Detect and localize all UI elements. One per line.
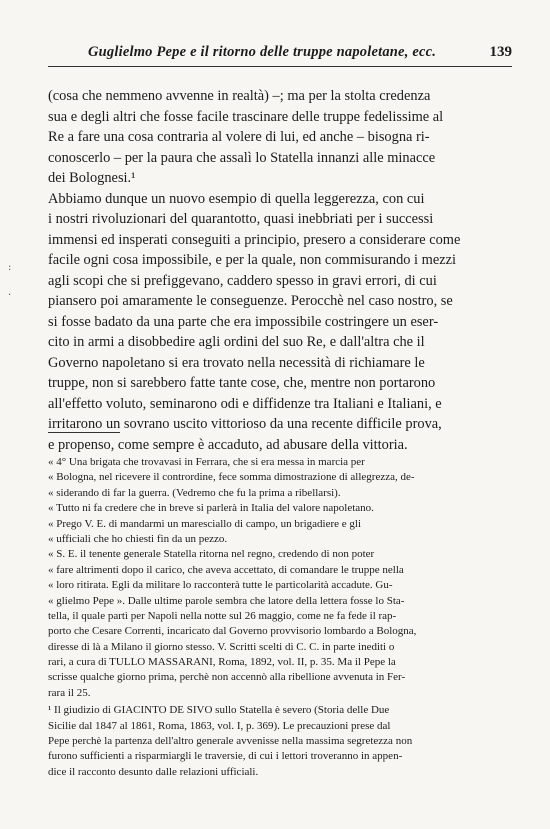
text-line: si fosse badato da una parte che era impossibile costringere un eser- <box>48 313 439 330</box>
footnote-line: porto che Cesare Correnti, incaricato dal Governo provvisorio lombardo a Bologna, <box>48 625 417 638</box>
footnote-line: dice il racconto desunto dalle relazioni ufficiali. <box>48 765 259 778</box>
text-line: e propenso, come sempre è accaduto, ad abusare della vittoria. <box>48 436 408 453</box>
footnote-line: ¹ Il giudizio di GIACINTO DE SIVO sullo Statella è severo (Storia delle Due <box>48 704 390 717</box>
footnote-line: « 4° Una brigata che trovavasi in Ferrara, che si era messa in marcia per <box>48 456 365 468</box>
footnote-line: « glielmo Pepe ». Dalle ultime parole sembra che latore della lettera fosse lo Sta- <box>48 594 405 607</box>
text-line: sua e degli altri che fosse facile trascinare delle truppe fedelissime al <box>48 108 444 125</box>
footnotes <box>48 455 518 780</box>
footnote-line: « siderando di far la guerra. (Vedremo che fu la prima a ribellarsi). <box>48 486 341 499</box>
footnote-line: « fare altrimenti dopo il carico, che aveva accettato, di comandare le truppe nella <box>48 563 404 576</box>
margin-mark: : <box>8 262 12 273</box>
footnote-line: furono sufficienti a risparmiargli le traversie, di cui i lettori troveranno in appen- <box>48 750 403 763</box>
footnote-line: Pepe perchè la partenza dell'altro generale avvenisse nella massima segretezza non <box>48 735 413 748</box>
footnote-line: « loro ritirata. Egli da militare lo racconterà tutte le particolarità accadute. Gu- <box>48 579 393 592</box>
text-line: Governo napoletano si era trovato nella necessità di richiamare le <box>48 354 425 371</box>
footnote-line: « Prego V. E. di mandarmi un maresciallo di campo, un brigadiere e gli <box>48 517 362 530</box>
footnote-line: « S. E. il tenente generale Statella ritorna nel regno, credendo di non poter <box>48 548 375 561</box>
text-line: facile ogni cosa impossibile, e per la quale, non commisurando i mezzi <box>48 252 457 268</box>
main-text <box>48 86 514 455</box>
margin-mark: · <box>8 290 12 301</box>
footnote-line: rara il 25. <box>48 686 91 699</box>
running-title: Guglielmo Pepe e il ritorno delle truppe napoletane, ecc. <box>88 44 437 60</box>
page-number: 139 <box>489 44 512 60</box>
footnote-line: rari, a cura di TULLO MASSARANI, Roma, 1892, vol. II, p. 35. Ma il Pepe la <box>48 656 396 669</box>
text-line: piansero poi amaramente le conseguenze. Perocchè nel caso nostro, se <box>48 293 453 309</box>
text-line: (cosa che nemmeno avvenne in realtà) –; ma per la stolta credenza <box>48 88 431 104</box>
text-line: agli scopi che si prefiggevano, caddero spesso in gravi errori, di cui <box>48 272 437 289</box>
text-line: truppe, non si sarebbero fatte tante cose, che, mentre non portarono <box>48 375 436 391</box>
text-line: cito in armi a disobbedire agli ordini del suo Re, e dall'altra che il <box>48 334 425 350</box>
footnote-line: « Tutto ni fa credere che in breve si parlerà in Italia del valore napoletano. <box>48 502 374 515</box>
text-line: irritarono un sovrano uscito vittorioso da una recente difficile prova, <box>48 416 442 432</box>
text-line: i nostri rivoluzionari del quarantotto, quasi inebbriati per i successi <box>48 211 434 227</box>
footnote-line: Sicilie dal 1847 al 1861, Roma, 1863, vol. I, p. 369). Le precauzioni prese dal <box>48 719 391 732</box>
footnote-line: « Bologna, nel ricevere il contrordine, fece somma dimostrazione di allegrezza, de- <box>48 471 415 484</box>
footnote-line: tella, il quale partì per Napoli nella notte sul 26 maggio, come ne fa fede il rap- <box>48 609 397 622</box>
text-line: immensi ed insperati conseguiti a principio, presero a considerare come <box>48 231 461 248</box>
text-line: Abbiamo dunque un nuovo esempio di quella leggerezza, con cui <box>48 190 425 207</box>
footnote-line: diresse di là a Milano il giorno stesso. V. Scritti scelti di C. C. in parte inediti o <box>48 640 395 653</box>
running-header <box>48 44 512 67</box>
footnote-line: scrisse qualche giorno prima, perchè non accennò alla ribellione avvenuta in Fer- <box>48 671 406 684</box>
text-line: Re a fare una cosa contraria al volere di lui, ed anche – bisogna ri- <box>48 129 430 145</box>
footnote-line: « ufficiali che ho chiesti fin da un pezzo. <box>48 532 228 545</box>
text-line: conoscerlo – per la paura che assalì lo Statella innanzi alle minacce <box>48 149 436 166</box>
text-line: all'effetto voluto, seminarono odi e diffidenze tra Italiani e Italiani, e <box>48 395 442 412</box>
text-line: dei Bolognesi.¹ <box>48 170 136 186</box>
footnote-separator <box>48 432 120 433</box>
